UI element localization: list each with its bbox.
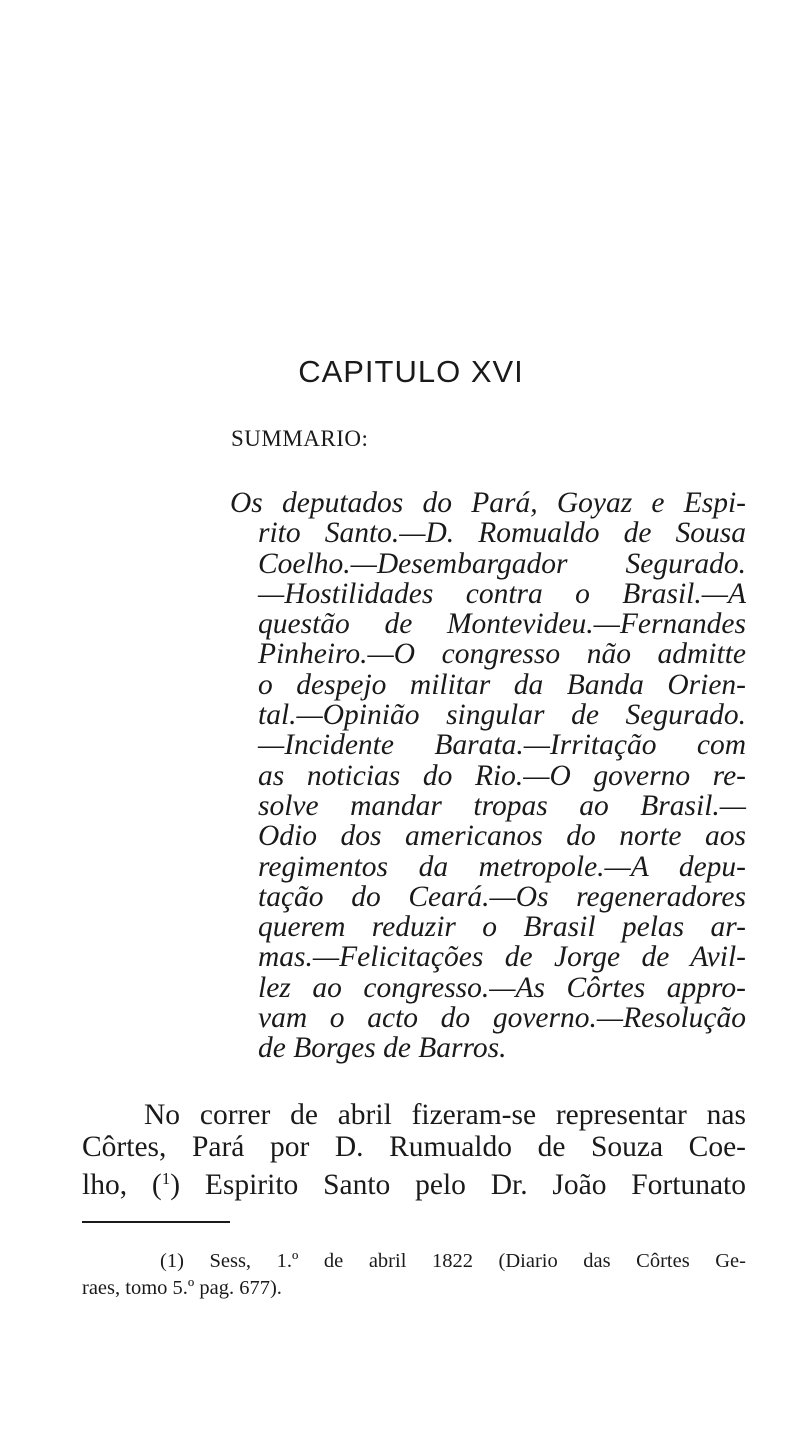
summary-line: —Incidente Barata.—Irritação com bbox=[258, 729, 746, 762]
footnote-divider bbox=[82, 1221, 230, 1223]
summary-line: solve mandar tropas ao Brasil.— bbox=[258, 789, 746, 822]
summary-line: as noticias do Rio.—O governo re- bbox=[258, 759, 746, 792]
summary-line: rito Santo.—D. Romualdo de Sousa bbox=[258, 517, 746, 550]
chapter-title: CAPITULO XVI bbox=[298, 354, 524, 389]
footnote-line: raes, tomo 5.º pag. 677). bbox=[82, 1277, 282, 1299]
body-line-end: ) Espirito Santo pelo Dr. João Fortunato bbox=[170, 1169, 746, 1201]
summary-line: Os deputados do Pará, Goyaz e Espi- bbox=[230, 487, 746, 519]
summary-line: tação do Ceará.—Os regeneradores bbox=[258, 880, 746, 913]
summary-line: mas.—Felicitações de Jorge de Avil- bbox=[258, 941, 746, 974]
body-paragraph bbox=[82, 1099, 746, 1201]
summary-text bbox=[230, 488, 746, 1064]
summary-line: vam o acto do governo.—Resolução bbox=[258, 1002, 746, 1035]
summary-line: lez ao congresso.—As Côrtes appro- bbox=[258, 971, 746, 1004]
footnote-line: (1) Sess, 1.º de abril 1822 (Diario das Côrtes Ge- bbox=[160, 1250, 746, 1272]
summary-label: SUMMARIO: bbox=[231, 426, 369, 451]
summary-line: o despejo militar da Banda Orien- bbox=[258, 668, 746, 701]
footnote-marker: 1 bbox=[161, 1169, 171, 1188]
summary-line: tal.—Opinião singular de Segurado. bbox=[258, 699, 746, 732]
footnote bbox=[82, 1248, 746, 1302]
body-line: Côrtes, Pará por D. Rumualdo de Souza Coe- bbox=[82, 1131, 746, 1163]
body-line: No correr de abril fizeram-se representar nas bbox=[144, 1099, 746, 1131]
summary-line: querem reduzir o Brasil pelas ar- bbox=[258, 911, 746, 944]
summary-line: regimentos da metropole.—A depu- bbox=[258, 850, 746, 883]
summary-line: questão de Montevideu.—Fernandes bbox=[258, 608, 746, 641]
body-line-start: lho, ( bbox=[82, 1169, 162, 1201]
summary-line: Pinheiro.—O congresso não admitte bbox=[258, 638, 746, 671]
summary-line: —Hostilidades contra o Brasil.—A bbox=[258, 577, 746, 610]
summary-line: Odio dos americanos do norte aos bbox=[258, 820, 746, 853]
summary-line: de Borges de Barros. bbox=[258, 1032, 507, 1065]
summary-line: Coelho.—Desembargador Segurado. bbox=[258, 547, 746, 580]
body-line bbox=[82, 1163, 746, 1201]
